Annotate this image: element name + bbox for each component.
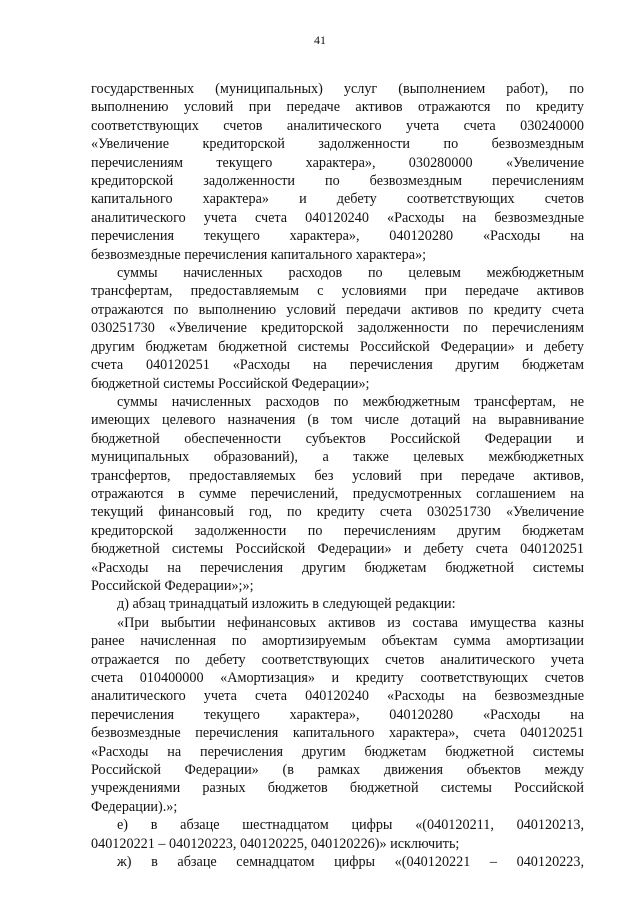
text-line: перечислениям текущего характера», 030280000 «Увеличение — [91, 154, 584, 171]
text-line: соответствующих счетов аналитического учета счета 030240000 — [91, 117, 584, 134]
text-line: аналитического учета счета 040120240 «Расходы на безвозмездные — [91, 688, 584, 705]
text-line: бюджетной обеспеченности субъектов Российской Федерации и — [91, 430, 584, 447]
text-line: Российской Федерации»;»; — [91, 577, 254, 594]
text-line: «Расходы на перечисления другим бюджетам бюджетной системы — [91, 743, 584, 760]
text-line: Российской Федерации» (в рамках движения объектов между — [91, 762, 584, 779]
text-line: е) в абзаце шестнадцатом цифры «(040120211, 040120213, — [117, 817, 584, 834]
text-line: перечисления текущего характера», 040120280 «Расходы на — [91, 228, 584, 245]
text-line: бюджетной системы Российской Федерации»; — [91, 375, 370, 392]
text-line: отражаются по выполнению условий передачи активов по кредиту счета — [91, 301, 584, 318]
text-line: отражается по дебету соответствующих счетов аналитического учета — [91, 651, 584, 668]
text-line: счета 040120251 «Расходы на перечисления другим бюджетам — [91, 357, 584, 374]
document-body — [91, 80, 584, 871]
text-line: «При выбытии нефинансовых активов из состава имущества казны — [117, 614, 584, 631]
text-line: учреждениями разных бюджетов бюджетной системы Российской — [91, 780, 584, 797]
text-line: безвозмездные перечисления капитального характера», счета 040120251 — [91, 725, 584, 742]
text-line: безвозмездные перечисления капитального характера»; — [91, 246, 427, 263]
page-number: 41 — [314, 33, 326, 47]
text-line: кредиторской задолженности по безвозмездным перечислениям — [91, 173, 584, 190]
text-line: имеющих целевого назначения (в том числе дотаций на выравнивание — [91, 412, 584, 429]
text-line: кредиторской задолженности по перечислениям другим бюджетам — [91, 522, 584, 539]
text-line: ж) в абзаце семнадцатом цифры «(040120221 – 040120223, — [117, 854, 584, 871]
text-line: государственных (муниципальных) услуг (выполнением работ), по — [91, 81, 584, 97]
text-line: «Увеличение кредиторской задолженности по безвозмездным — [91, 136, 584, 153]
text-line: трансфертов, предоставляемых без условий при передаче активов, — [91, 467, 584, 484]
text-line: другим бюджетам бюджетной системы Российской Федерации» и дебету — [91, 338, 584, 355]
text-line: аналитического учета счета 040120240 «Расходы на безвозмездные — [91, 209, 584, 226]
text-line: «Расходы на перечисления другим бюджетам бюджетной системы — [91, 559, 584, 576]
text-line: капитального характера» и дебету соответствующих счетов — [91, 191, 584, 208]
text-line: текущий финансовый год, по кредиту счета 030251730 «Увеличение — [91, 504, 584, 521]
text-line: трансфертам, предоставляемым с условиями при передаче активов — [91, 283, 584, 300]
text-line: суммы начисленных расходов по целевым межбюджетным — [117, 265, 584, 282]
text-line: суммы начисленных расходов по межбюджетным трансфертам, не — [117, 393, 584, 410]
text-line: муниципальных образований), а также целевых межбюджетных — [91, 449, 584, 466]
text-line: д) абзац тринадцатый изложить в следующей редакции: — [117, 596, 456, 613]
text-line: отражаются в сумме перечислений, предусмотренных соглашением на — [91, 485, 584, 502]
text-line: ранее начисленная по амортизируемым объектам сумма амортизации — [91, 633, 584, 650]
text-line: бюджетной системы Российской Федерации» и дебету счета 040120251 — [91, 541, 584, 558]
text-line: 030251730 «Увеличение кредиторской задолженности по перечислениям — [91, 320, 584, 337]
text-line: 040120221 – 040120223, 040120225, 040120226)» исключить; — [91, 835, 460, 852]
text-line: перечисления текущего характера», 040120280 «Расходы на — [91, 706, 584, 723]
text-line: Федерации).»; — [91, 798, 178, 815]
text-line: выполнению условий при передаче активов отражаются по кредиту — [91, 99, 584, 116]
text-line: счета 010400000 «Амортизация» и кредиту соответствующих счетов — [91, 670, 584, 686]
